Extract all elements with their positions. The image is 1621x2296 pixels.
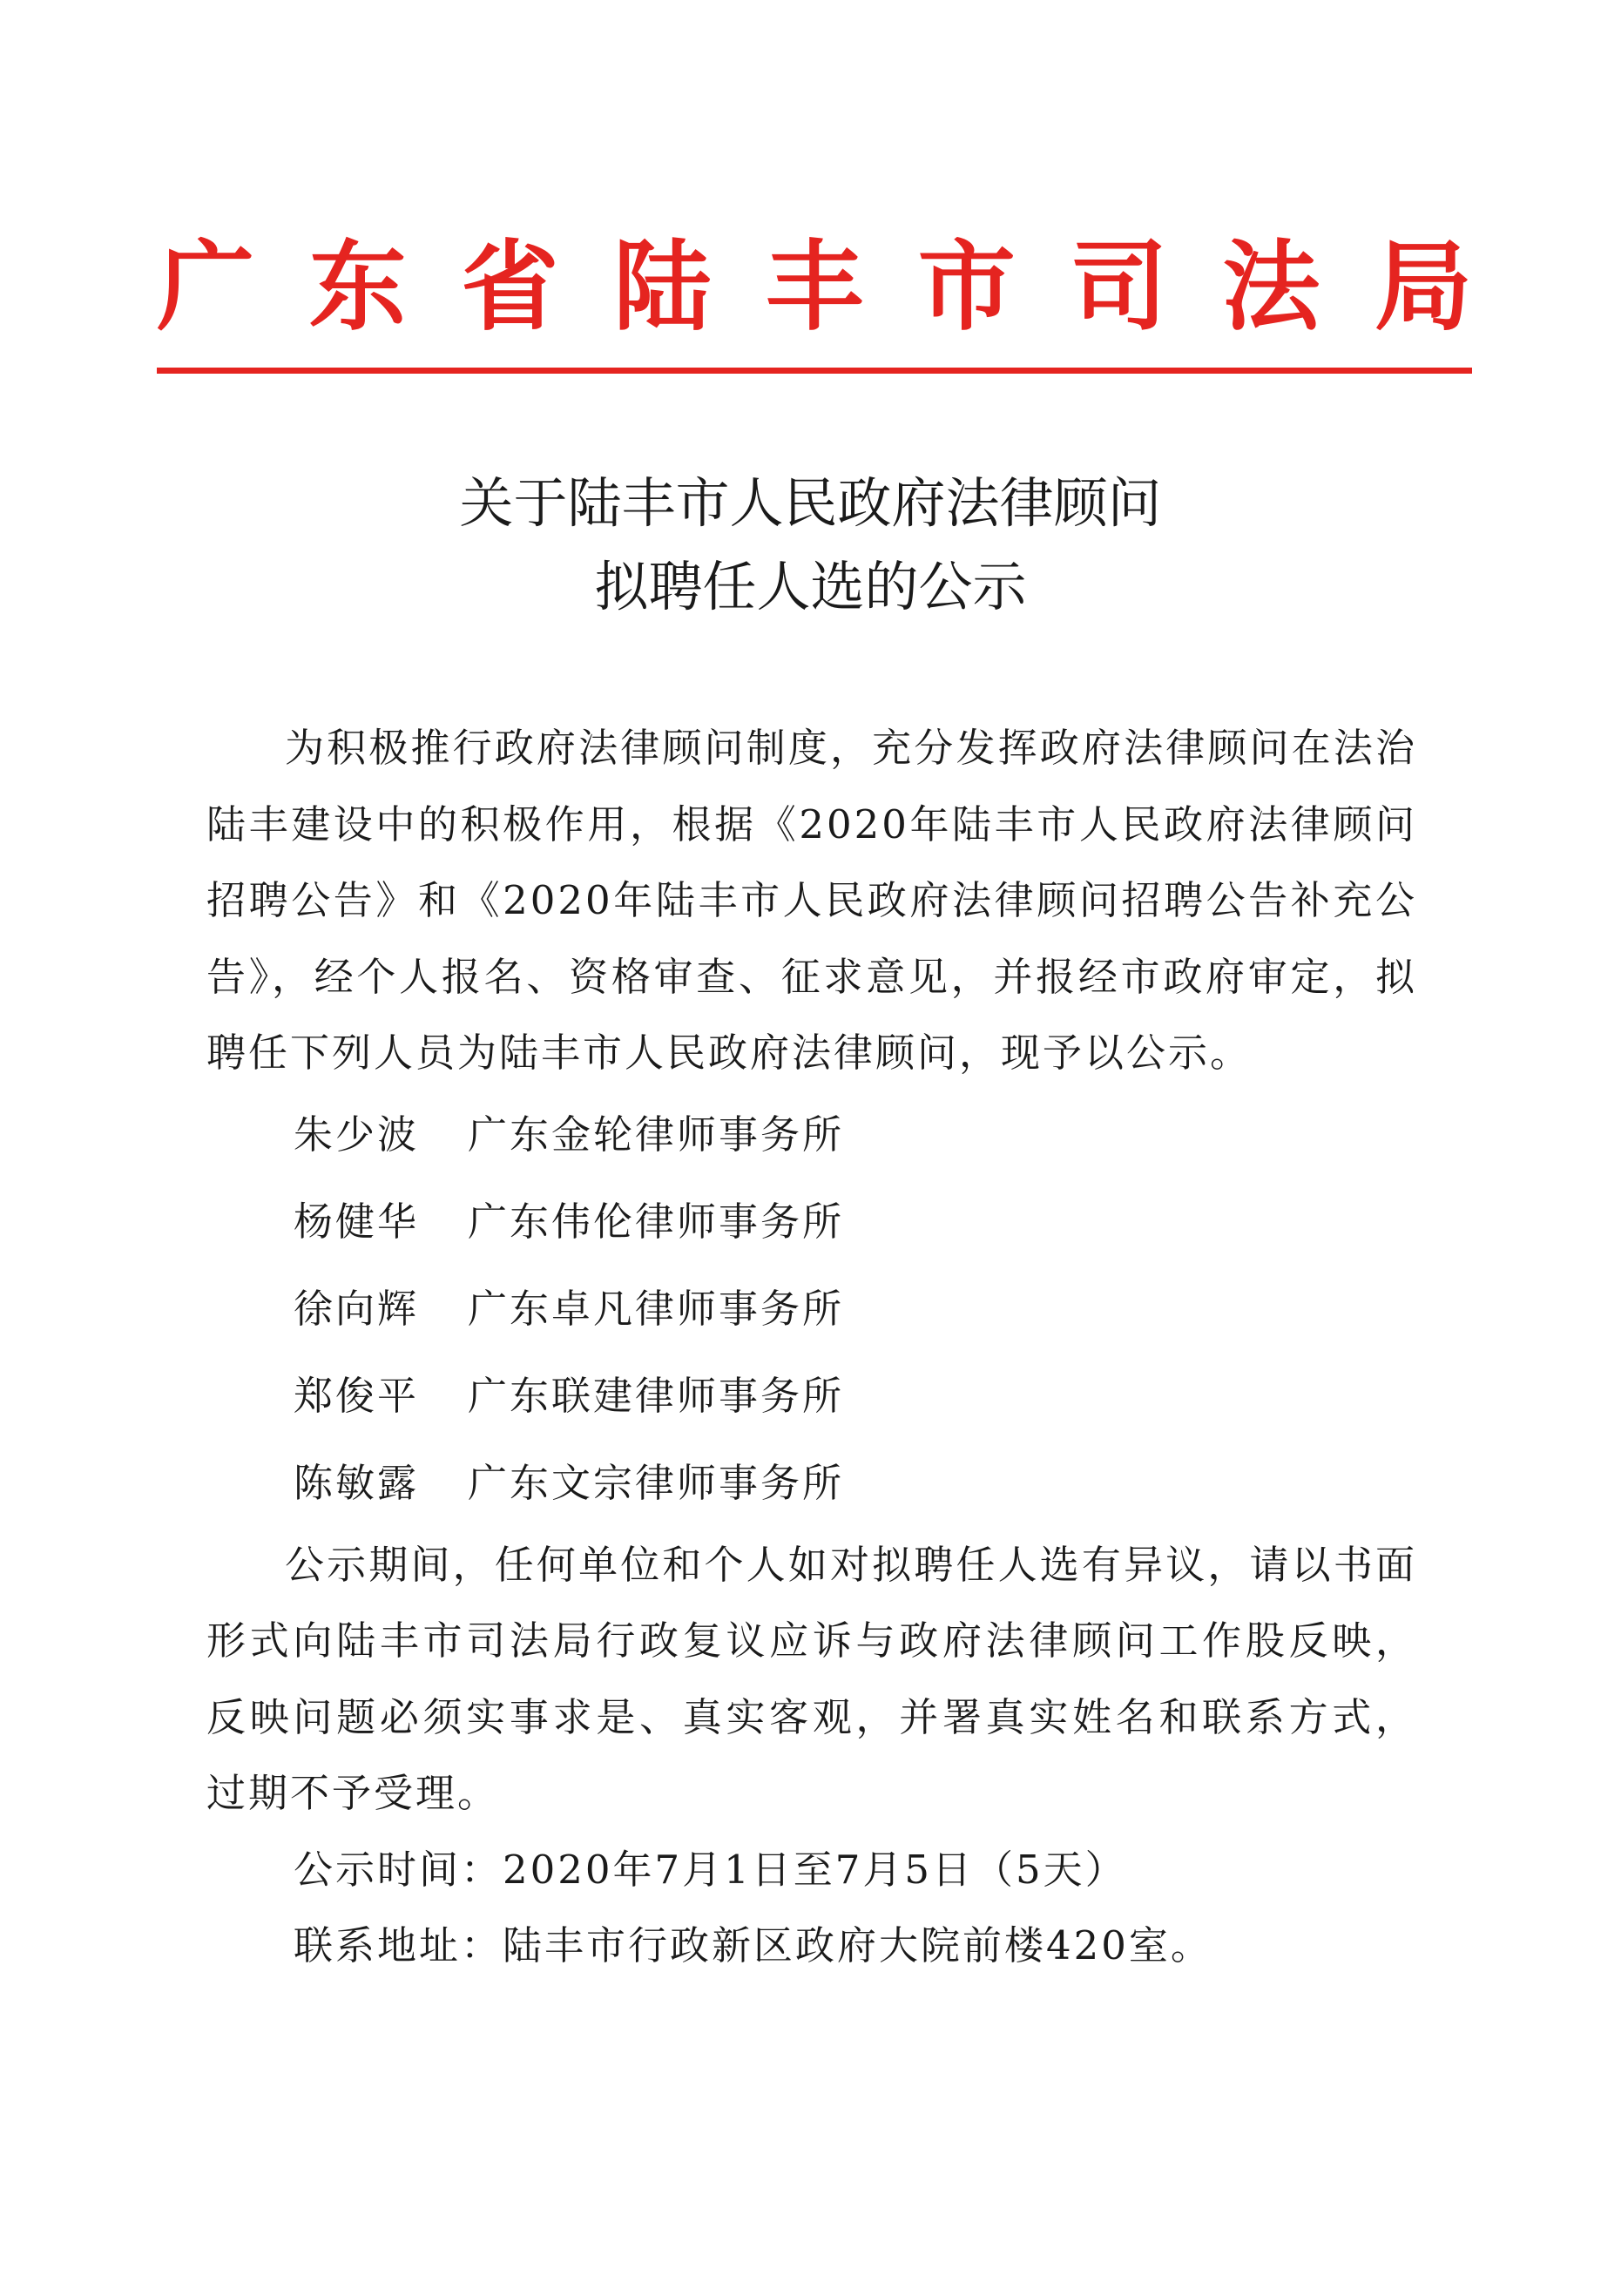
title-line-2: 拟聘任人选的公示	[594, 555, 1027, 618]
document-body	[206, 710, 1417, 1984]
appointee-row	[206, 1091, 1417, 1178]
appointee-firm: 广东文宗律师事务所	[468, 1459, 845, 1506]
appointee-firm: 广东联建律师事务所	[468, 1372, 845, 1419]
masthead-char: 广	[157, 231, 254, 344]
masthead-char: 丰	[766, 231, 863, 344]
notice-period: 公示时间：2020年7月1日至7月5日（5天）	[294, 1846, 1127, 1893]
title-line-1: 关于陆丰市人民政府法律顾问	[459, 471, 1162, 535]
masthead-char: 东	[308, 231, 407, 344]
appointee-firm: 广东伟伦律师事务所	[468, 1198, 845, 1245]
appointee-row	[206, 1266, 1417, 1353]
masthead-char: 局	[1374, 231, 1472, 344]
appointee-list	[206, 1091, 1417, 1527]
appointee-name: 朱少波	[294, 1111, 420, 1158]
appointee-row	[206, 1178, 1417, 1266]
appointee-name: 徐向辉	[294, 1285, 420, 1332]
appointee-firm: 广东金轮律师事务所	[468, 1111, 845, 1158]
appointee-name: 陈敏露	[294, 1459, 420, 1506]
intro-paragraph: 为积极推行政府法律顾问制度，充分发挥政府法律顾问在法治陆丰建设中的积极作用，根据《2020年陆丰市人民政府法律顾问招聘公告》和《2020年陆丰市人民政府法律顾问招聘公告补充公告》，经个人报名、资格审查、征求意见，并报经市政府审定，拟聘任下列人员为陆丰市人民政府法律顾问，现予以公示。	[206, 725, 1417, 1076]
document-title	[0, 462, 1621, 629]
masthead-char: 陆	[613, 231, 712, 344]
appointee-row	[206, 1440, 1417, 1527]
appointee-name: 杨健华	[294, 1198, 420, 1245]
masthead-char: 司	[1070, 231, 1168, 344]
appointee-row	[206, 1353, 1417, 1440]
contact-address: 联系地址：陆丰市行政新区政府大院前楼420室。	[294, 1922, 1212, 1968]
appointee-name: 郑俊平	[294, 1372, 420, 1419]
appointee-firm: 广东卓凡律师事务所	[468, 1285, 845, 1332]
masthead-char: 省	[461, 231, 559, 344]
masthead-char: 法	[1222, 231, 1320, 344]
objection-paragraph: 公示期间，任何单位和个人如对拟聘任人选有异议，请以书面形式向陆丰市司法局行政复议应诉与政府法律顾问工作股反映，反映问题必须实事求是、真实客观，并署真实姓名和联系方式，过期不予受理。	[206, 1541, 1417, 1816]
issuer-masthead	[157, 222, 1472, 353]
masthead-divider	[157, 368, 1472, 374]
masthead-char: 市	[917, 231, 1016, 344]
